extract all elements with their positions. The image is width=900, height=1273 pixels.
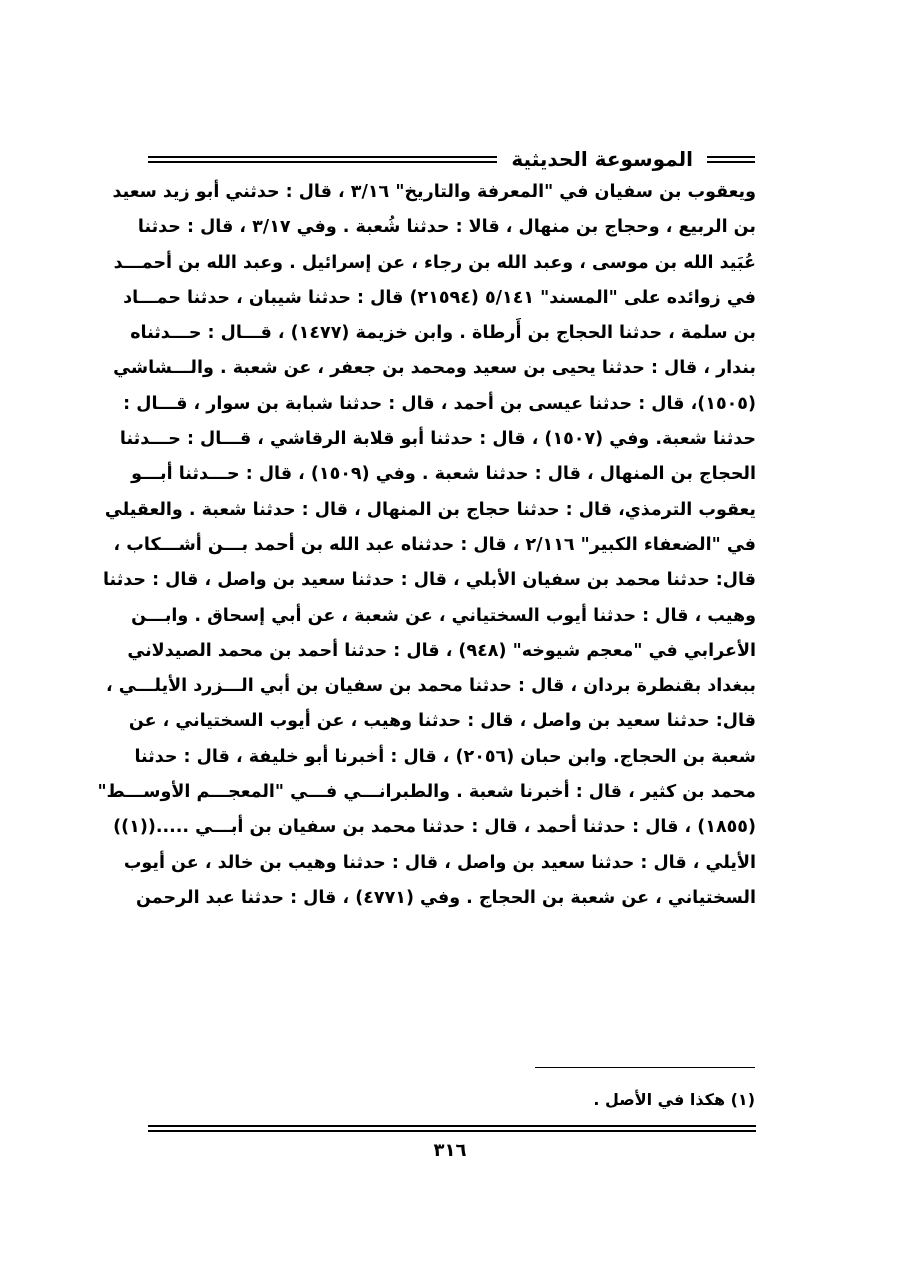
- text-line: بن سلمة ، حدثنا الحجاج بن أَرطاة . وابن خزيمة (١٤٧٧) ، قـــال : حـــدثناه: [130, 323, 756, 344]
- text-line: (١٥٠٥)، قال : حدثنا عيسى بن أحمد ، قال : حدثنا شبابة بن سوار ، قـــال :: [123, 393, 756, 414]
- header-rule-right: [707, 156, 755, 163]
- header-title: الموسوعة الحديثية: [511, 147, 693, 171]
- text-line: ويعقوب بن سفيان في "المعرفة والتاريخ" ٣/١٦ ، قال : حدثني أبو زيد سعيد: [112, 182, 756, 202]
- text-line: في زوائده على "المسند" ٥/١٤١ (٢١٥٩٤) قال : حدثنا شيبان ، حدثنا حمـــاد: [123, 287, 756, 308]
- text-line: حدثنا شعبة. وفي (١٥٠٧) ، قال : حدثنا أبو قلابة الرقاشي ، قـــال : حـــدثنا: [119, 429, 756, 450]
- text-line: (١٨٥٥) ، قال : حدثنا أحمد ، قال : حدثنا محمد بن سفيان بن أبـــي .....((١)): [113, 817, 756, 838]
- text-line: السختياني ، عن شعبة بن الحجاج . وفي (٤٧٧١) ، قال : حدثنا عبد الرحمن: [136, 887, 756, 908]
- text-line: الأعرابي في "معجم شيوخه" (٩٤٨) ، قال : حدثنا أحمد بن محمد الصيدلاني: [127, 640, 756, 661]
- text-line: الحجاج بن المنهال ، قال : حدثنا شعبة . وفي (١٥٠٩) ، قال : حـــدثنا أبـــو: [131, 464, 756, 485]
- text-line: قال: حدثنا سعيد بن واصل ، قال : حدثنا وهيب ، عن أيوب السختياني ، عن: [128, 711, 756, 732]
- header-rule-left: [148, 156, 497, 163]
- main-text: [97, 175, 756, 916]
- text-line: بن الربيع ، وحجاج بن منهال ، قالا : حدثنا شُعبة . وفي ٣/١٧ ، قال : حدثنا: [137, 217, 756, 238]
- footnote: (١) هكذا في الأصل .: [593, 1090, 755, 1109]
- footer-rule: [148, 1125, 756, 1132]
- text-line: قال: حدثنا محمد بن سفيان الأبلي ، قال : حدثنا سعيد بن واصل ، قال : حدثنا: [102, 570, 756, 591]
- text-line: في "الضعفاء الكبير" ٢/١١٦ ، قال : حدثناه عبد الله بن أحمد بـــن أشـــكاب ،: [113, 534, 756, 555]
- page-number: ٣١٦: [433, 1140, 467, 1161]
- text-line: وهيب ، قال : حدثنا أيوب السختياني ، عن شعبة ، عن أبي إسحاق . وابـــن: [131, 605, 756, 626]
- text-line: شعبة بن الحجاج. وابن حبان (٢٠٥٦) ، قال : أخبرنا أبو خليفة ، قال : حدثنا: [134, 746, 756, 767]
- text-line: محمد بن كثير ، قال : أخبرنا شعبة . والطبرانـــي فـــي "المعجـــم الأوســـط": [97, 782, 756, 803]
- text-line: بندار ، قال : حدثنا يحيى بن سعيد ومحمد بن جعفر ، عن شعبة . والـــشاشي: [113, 358, 756, 379]
- text-line: الأيلي ، قال : حدثنا سعيد بن واصل ، قال : حدثنا وهيب بن خالد ، عن أيوب: [123, 852, 756, 873]
- text-line: يعقوب الترمذي، قال : حدثنا حجاج بن المنهال ، قال : حدثنا شعبة . والعقيلي: [104, 499, 756, 520]
- running-header: [148, 143, 755, 175]
- text-line: ببغداد بقنطرة بردان ، قال : حدثنا محمد بن سفيان بن أبي الـــزرد الأيلـــي ،: [106, 676, 756, 697]
- footnote-separator: [535, 1067, 755, 1068]
- text-line: عُبَيد الله بن موسى ، وعبد الله بن رجاء ، عن إسرائيل . وعبد الله بن أحمـــد: [113, 252, 756, 273]
